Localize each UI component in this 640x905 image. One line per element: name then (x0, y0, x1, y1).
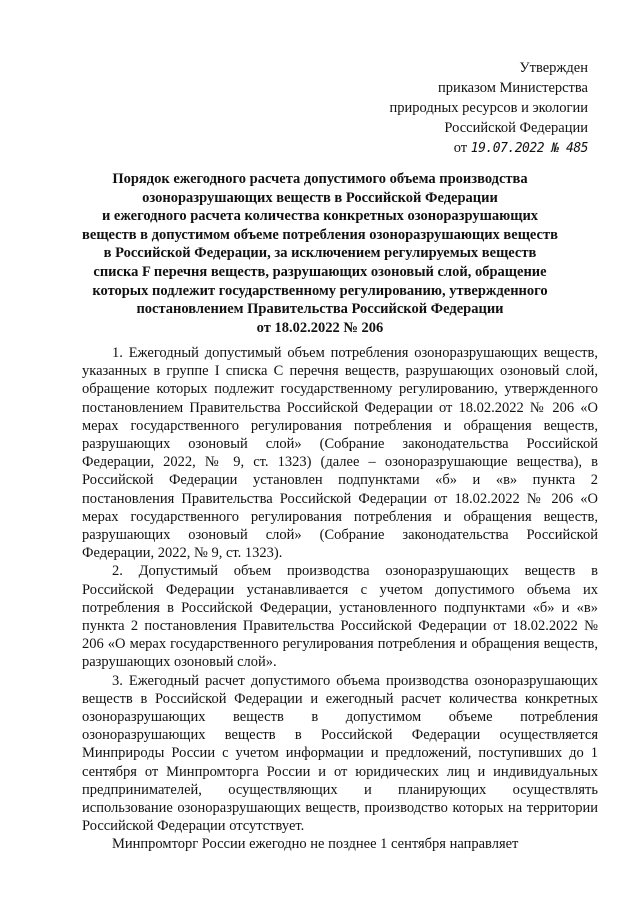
title-line: от 18.02.2022 № 206 (256, 319, 384, 336)
paragraph-2: 2. Допустимый объем производства озоноразрушающих веществ в Российской Федерации устанавливается с учетом допустимого объема их потребления в Российской Федерации, установленного подпунктами «б» и «в» пункта 2 постановления Правительства Российской Федерации от 18.02.2022 № 206 «О мерах государственного регулирования потребления и обращения веществ, разрушающих озоновый слой». (82, 563, 598, 671)
paragraph-1: 1. Ежегодный допустимый объем потребления озоноразрушающих веществ, указанных в группе I списка С перечня веществ, разрушающих озоновый слой, обращение которых подлежит государственному регулированию, утвержденного постановлением Правительства Российской Федерации от 18.02.2022 № 206 «О мерах государственного регулирования потребления и обращения веществ, разрушающих озоновый слой» (Собрание законодательства Российской Федерации, 2022, № 9, ст. 1323) (далее – озоноразрушающие вещества), в Российской Федерации установлен подпунктами «б» и «в» пункта 2 постановления Правительства Российской Федерации от 18.02.2022 № 206 «О мерах государственного регулирования потребления и обращения веществ, разрушающих озоновый слой» (Собрание законодательства Российской Федерации, 2022, № 9, ст. 1323). (82, 345, 598, 562)
approval-line-ministry: природных ресурсов и экологии (389, 100, 588, 116)
approval-stamp (390, 58, 588, 159)
title-line: Порядок ежегодного расчета допустимого объема производства (112, 171, 528, 187)
paragraph-3: 3. Ежегодный расчет допустимого объема производства озоноразрушающих веществ в Российской Федерации и ежегодный расчет количества конкретных озоноразрушающих веществ в допустимом объеме потребления озоноразрушающих веществ в Российской Федерации осуществляется Минприроды России с учетом информации и предложений, поступивших до 1 сентября от Минпромторга России и от юридических лиц и индивидуальных предпринимателей, осуществляющих и планирующих осуществлять использование озоноразрушающих веществ, производство которых на территории Российской Федерации отсутствует. (82, 672, 598, 835)
title-line: списка F перечня веществ, разрушающих озоновый слой, обращение (93, 263, 547, 280)
approval-date-handwritten: 19.07.2022 № 485 (470, 141, 588, 156)
title-line: которых подлежит государственному регулированию, утвержденного (92, 282, 548, 299)
approval-date (390, 138, 588, 159)
approval-date-prefix: от (453, 140, 468, 156)
title-line: в Российской Федерации, за исключением регулируемых веществ (103, 245, 537, 262)
title-line: постановлением Правительства Российской Федерации (136, 301, 504, 318)
title-line: и ежегодного расчета количества конкретных озоноразрушающих (101, 208, 539, 225)
title-line: озоноразрушающих веществ в Российской Федерации (142, 189, 498, 206)
approval-line-approved: Утвержден (519, 60, 588, 76)
document-title (82, 170, 558, 337)
title-line: веществ в допустимом объеме потребления озоноразрушающих веществ (82, 226, 558, 243)
approval-line-order: приказом Министерства (438, 80, 588, 96)
paragraph-4: Минпромторг России ежегодно не позднее 1 сентября направляет (112, 836, 519, 853)
approval-line-country: Российской Федерации (444, 120, 588, 136)
document-body (82, 344, 598, 854)
